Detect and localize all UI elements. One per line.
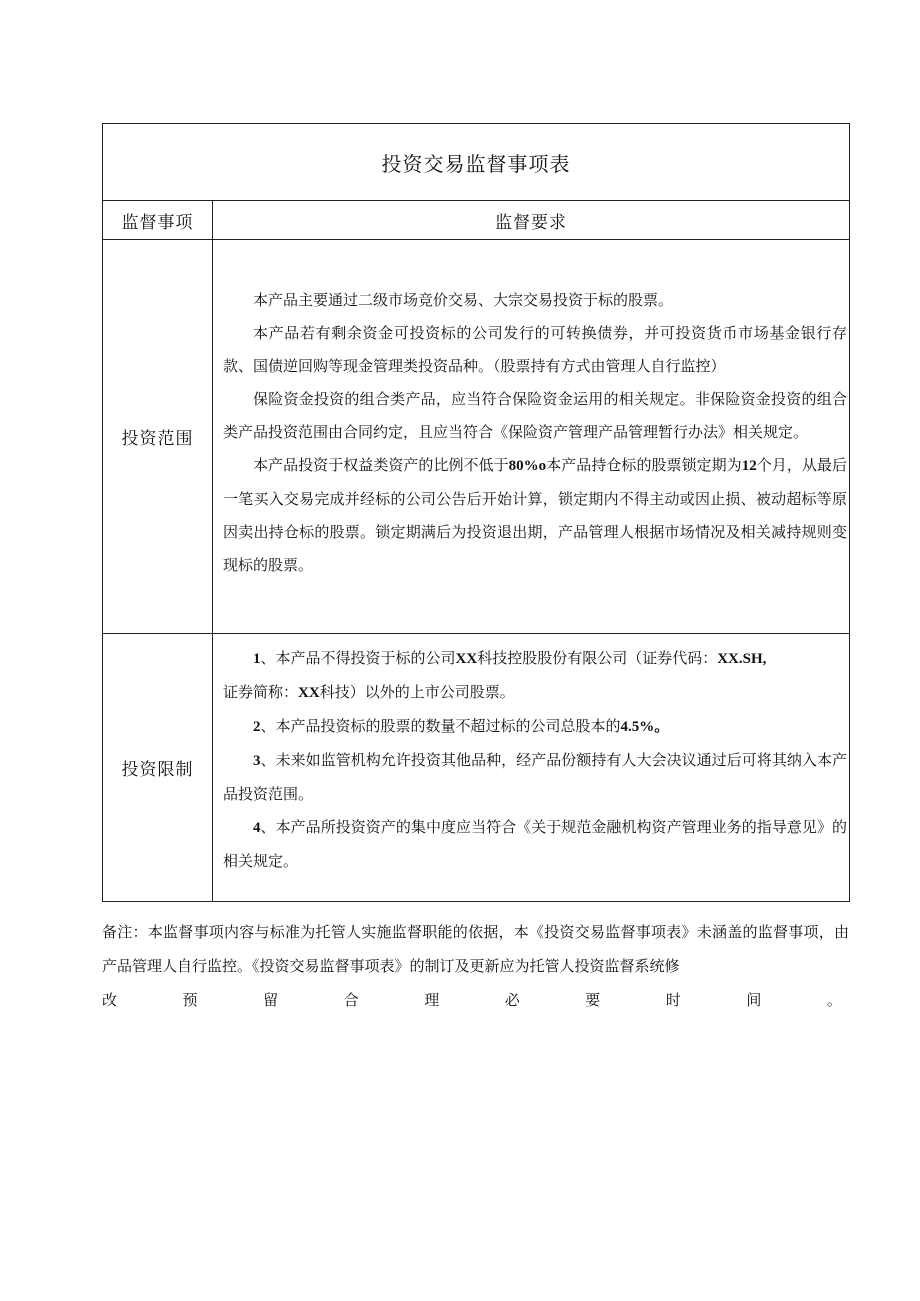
remark-char: 。 — [826, 991, 842, 1009]
remark-note: 备注：本监督事项内容与标准为托管人实施监督职能的依据，本《投资交易监督事项表》未涵盖的监督事项，由产品管理人自行监控。《投资交易监督事项表》的制订及更新应为托管人投资监督系统修 — [102, 923, 849, 975]
header-supervision-requirement: 监督要求 — [213, 201, 850, 240]
security-code: XX.SH, — [717, 651, 767, 667]
scope-paragraph-1: 本产品主要通过二级市场竞价交易、大宗交易投资于标的股票。 — [253, 291, 674, 309]
limit-item-2: 2、本产品投资标的股票的数量不超过标的公司总股本的4.5%。 — [253, 717, 670, 735]
supervision-table — [102, 123, 850, 902]
equity-ratio-value: 80%o — [508, 458, 547, 474]
remark-char: 预 — [182, 991, 198, 1009]
share-cap-value: 4.5%。 — [620, 719, 670, 735]
row-label-investment-scope: 投资范围 — [103, 240, 213, 634]
remark-char: 间 — [746, 991, 762, 1009]
scope-paragraph-2: 本产品若有剩余资金可投资标的公司发行的可转换债券，并可投资货币市场基金银行存款、国债逆回购等现金管理类投资品种。（股票持有方式由管理人自行监控） — [223, 324, 847, 375]
remark-char: 留 — [263, 991, 279, 1009]
remark-last-line — [102, 983, 842, 1017]
remark-char: 合 — [343, 991, 359, 1009]
remark-char: 理 — [424, 991, 440, 1009]
scope-paragraph-3: 保险资金投资的组合类产品，应当符合保险资金运用的相关规定。非保险资金投资的组合类产品投资范围由合同约定，且应当符合《保险资产管理产品管理暂行办法》相关规定。 — [223, 390, 847, 441]
lockup-months-value: 12 — [741, 458, 757, 474]
limit-item-1: 1、本产品不得投资于标的公司XX科技控股股份有限公司（证券代码：XX.SH, 证券简称：XX科技）以外的上市公司股票。 — [223, 649, 767, 701]
table-title: 投资交易监督事项表 — [103, 124, 850, 201]
remark-char: 时 — [665, 991, 681, 1009]
limit-item-3: 3、未来如监管机构允许投资其他品种，经产品份额持有人大会决议通过后可将其纳入本产品投资范围。 — [223, 751, 847, 803]
investment-limits-content — [213, 634, 850, 902]
investment-scope-content — [213, 240, 850, 634]
remark-char: 要 — [585, 991, 601, 1009]
remark-char: 改 — [102, 991, 118, 1009]
scope-paragraph-4: 本产品投资于权益类资产的比例不低于80%o本产品持仓标的股票锁定期为12个月，从最后一笔买入交易完成并经标的公司公告后开始计算，锁定期内不得主动或因止损、被动超标等原因卖出持仓标的股票。锁定期满后为投资退出期，产品管理人根据市场情况及相关减持规则变现标的股票。 — [223, 456, 847, 574]
limit-item-4: 4、本产品所投资资产的集中度应当符合《关于规范金融机构资产管理业务的指导意见》的相关规定。 — [223, 818, 847, 870]
row-label-investment-limits: 投资限制 — [103, 634, 213, 902]
header-supervision-item: 监督事项 — [103, 201, 213, 240]
remark-char: 必 — [504, 991, 520, 1009]
